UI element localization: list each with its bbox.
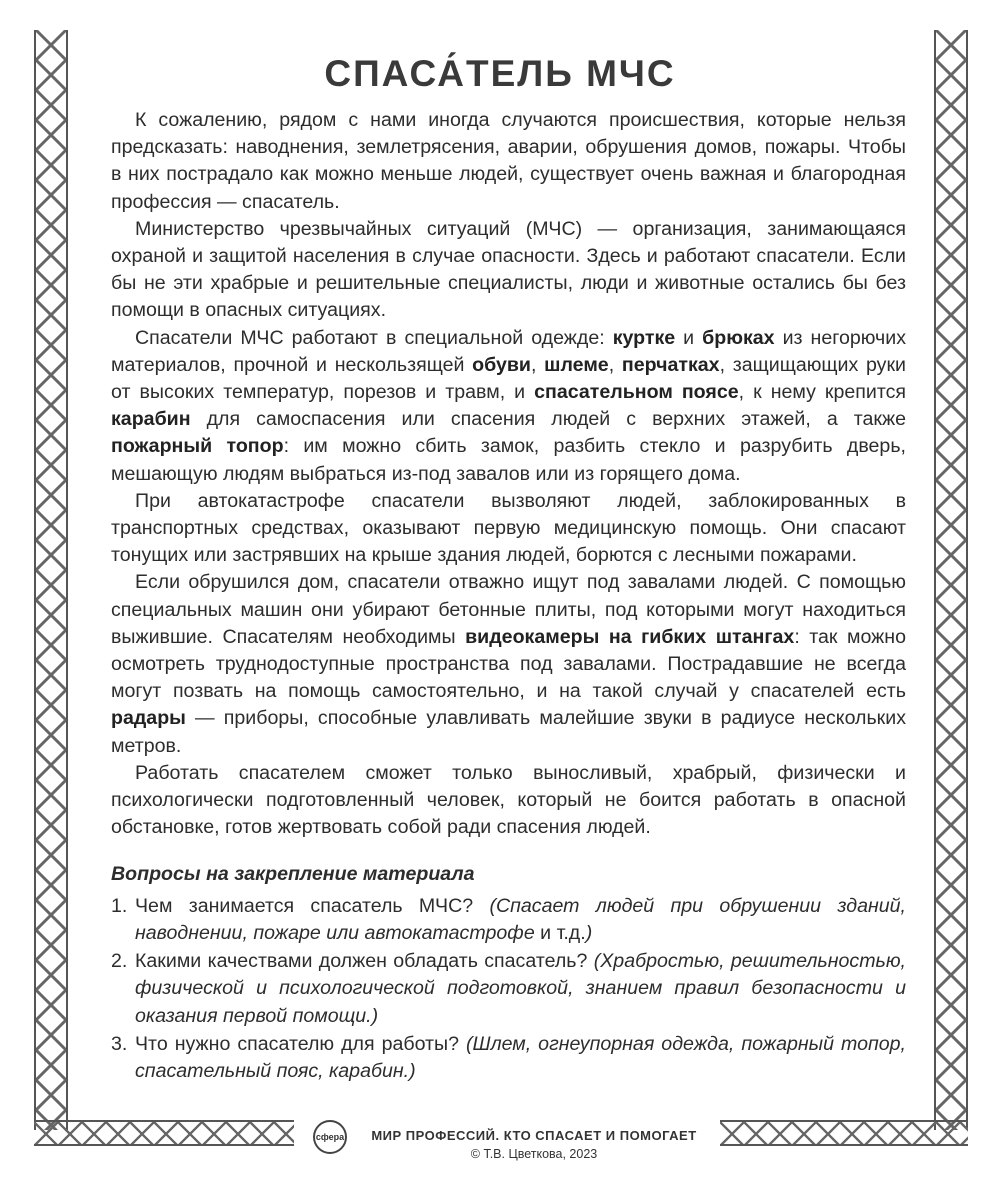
question-number: 1. [111, 894, 128, 917]
question-item [111, 1031, 906, 1085]
series-title: МИР ПРОФЕССИЙ. КТО СПАСАЕТ И ПОМОГАЕТ [371, 1128, 697, 1143]
bold-term: куртке [612, 326, 676, 349]
text-run: , [530, 353, 545, 376]
text-run: Что нужно спасателю для работы? [135, 1032, 467, 1055]
article-paragraphs [111, 107, 906, 841]
decorative-border-bottom-right [720, 1120, 968, 1146]
bold-term: брюках [702, 326, 775, 349]
text-run: Какими качествами должен обладать спасатель? [135, 950, 594, 973]
text-run: , к нему крепится [738, 381, 906, 404]
text-run: — приборы, способные улавливать малейшие звуки в радиусе нескольких метров. [111, 707, 906, 757]
answer-text: (Шлем, огнеупорная одежда, пожарный топор, спасательный пояс, карабин.) [135, 1032, 906, 1082]
text-run: для самоспасения или спасения людей с верхних этажей, а также [190, 408, 906, 431]
paragraph [111, 107, 906, 216]
question-item [111, 948, 906, 1030]
publisher-logo-text: сфера [315, 1132, 345, 1142]
bold-term: перчатках [621, 353, 720, 376]
text-run: При автокатастрофе спасатели вызволяют людей, заблокированных в транспортных средствах, оказывают первую медицинскую помощь. Они спасают тонущих или застрявших на крыше здания людей, борются с лесными пожарами. [111, 489, 906, 567]
text-run: , защищающих руки от высоких температур, порезов и травм, и [111, 353, 906, 404]
paragraph [111, 760, 906, 842]
questions-list [111, 893, 906, 1085]
text-run: : так можно осмотреть труднодоступные пространства под завалами. Пострадавшие не всегда могут позвать на помощь самостоятельно, и на такой случай у спасателей есть [111, 625, 906, 703]
decorative-border-left [34, 30, 68, 1130]
question-number: 2. [111, 950, 128, 973]
bold-term: шлеме [544, 353, 609, 376]
paragraph [111, 488, 906, 570]
question-number: 3. [111, 1032, 128, 1055]
publisher-logo [313, 1120, 347, 1154]
text-run: К сожалению, рядом с нами иногда случаются происшествия, которые нельзя предсказать: наводнения, землетрясения, аварии, обрушения домов, пожары. Чтобы в них пострадало как можно меньше людей, существует очень важная и благородная профессия — спасатель. [111, 109, 906, 213]
answer-text: (Спасает людей при обрушении зданий, наводнении, пожаре или автокатастрофе [135, 894, 906, 944]
bold-term: спасательном поясе [534, 381, 739, 404]
text-run: : им можно сбить замок, разбить стекло и разрубить дверь, мешающую людям выбраться из-под завалов или из горящего дома. [111, 435, 906, 485]
text-run: Чем занимается спасатель МЧС? [135, 894, 490, 917]
text-run: из негорючих материалов, прочной и нескользящей [111, 326, 906, 376]
answer-text: (Храбростью, решительностью, физической и психологической подготовкой, знанием правил безопасности и оказания первой помощи.) [135, 950, 907, 1027]
copyright: © Т.В. Цветкова, 2023 [470, 1147, 598, 1161]
text-run: Министерство чрезвычайных ситуаций (МЧС) — организация, занимающаяся охраной и защитой населения в случае опасности. Здесь и работают спасатели. Если бы не эти храбрые и решительные специалисты, люди и животные остались бы без помощи в опасных ситуациях. [111, 217, 906, 322]
text-run: Спасатели МЧС работают в специальной одежде: [135, 326, 613, 349]
bold-term: радары [111, 707, 186, 730]
bold-term: видеокамеры на гибких штангах [465, 625, 795, 648]
questions-heading: Вопросы на закрепление материала [111, 863, 475, 886]
text-run: и [675, 326, 703, 349]
decorative-border-bottom-left [34, 1120, 294, 1146]
decorative-border-right [934, 30, 968, 1130]
text-run: и т.д. [534, 921, 586, 944]
text-run: Если обрушился дом, спасатели отважно ищут под завалами людей. С помощью специальных машин они убирают бетонные плиты, под которыми могут находиться выжившие. Спасателям необходимы [111, 571, 906, 648]
paragraph [111, 569, 906, 759]
paragraph [111, 325, 906, 488]
bold-term: пожарный топор [111, 435, 284, 458]
question-item [111, 893, 906, 947]
answer-text: ) [585, 921, 593, 944]
bold-term: карабин [111, 408, 191, 431]
bold-term: обуви [472, 353, 531, 376]
text-run: , [608, 353, 622, 376]
article-body [111, 107, 906, 1086]
text-run: Работать спасателем сможет только выносливый, храбрый, физически и психологически подготовленный человек, который не боится работать в опасной обстановке, готов жертвовать собой ради спасения людей. [111, 761, 906, 839]
page-title: СПАСА́ТЕЛЬ МЧС [324, 52, 676, 94]
paragraph [111, 216, 906, 325]
